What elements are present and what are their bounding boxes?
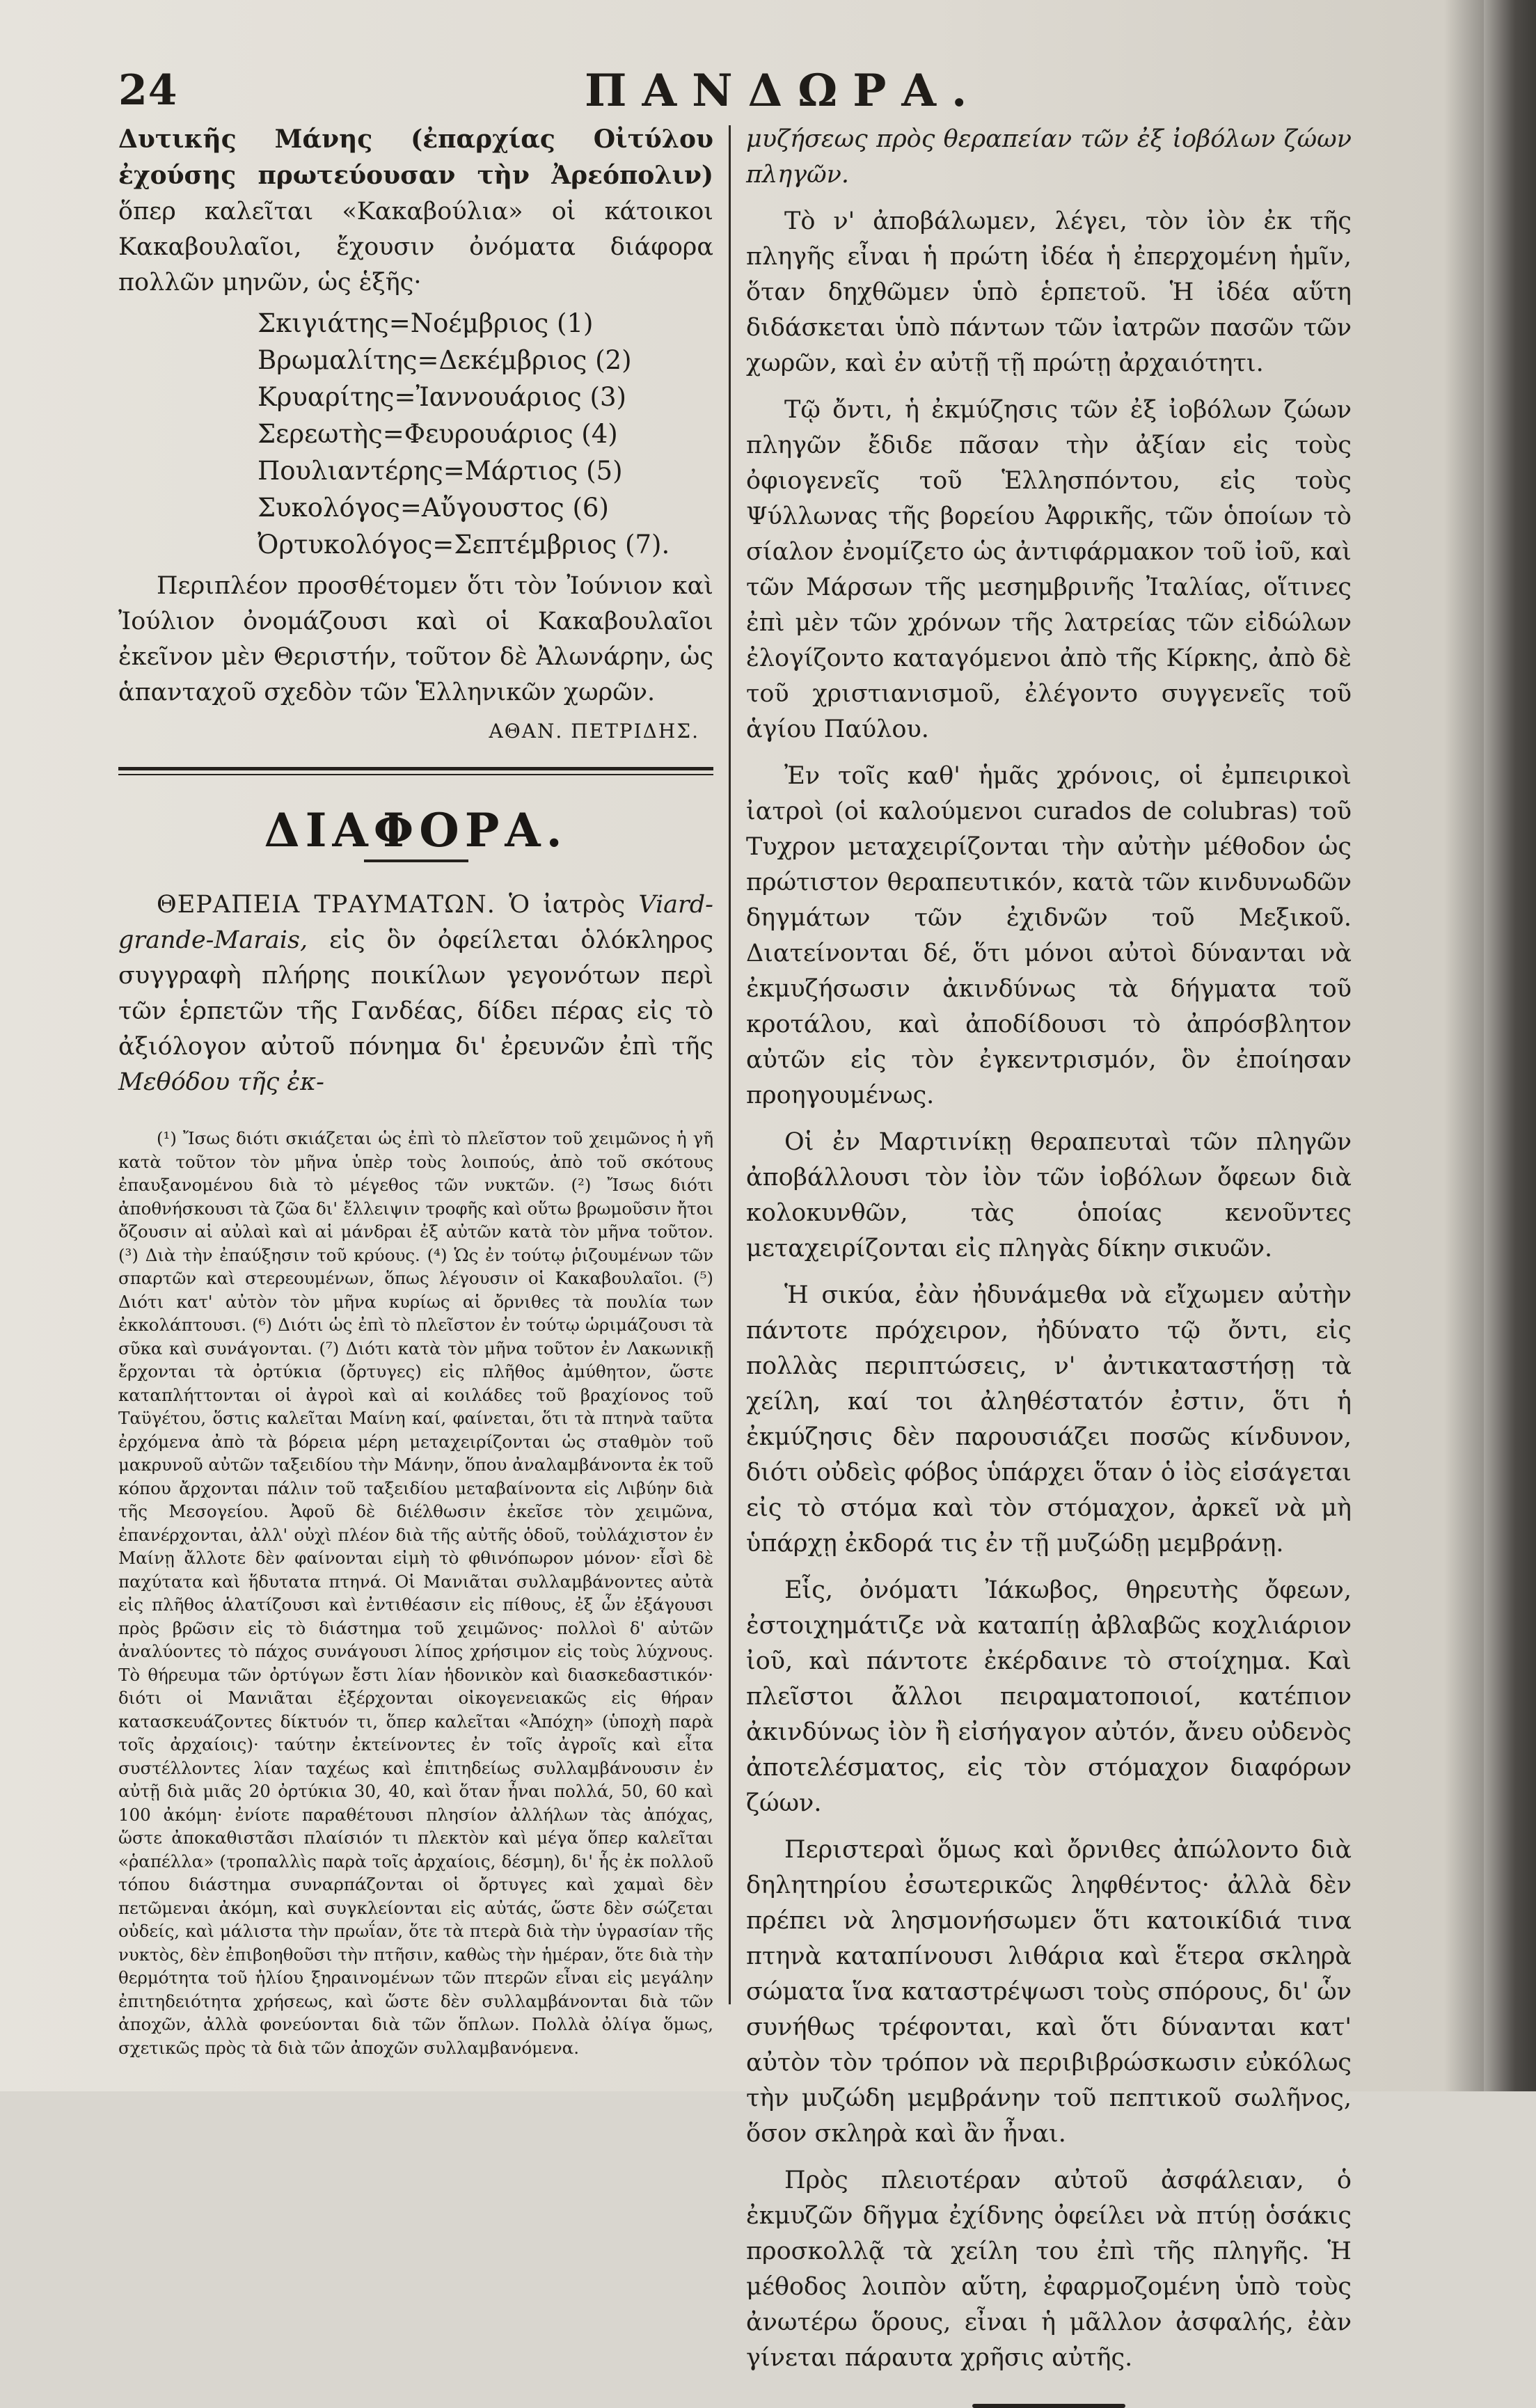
intro-rest-text: ὅπερ καλεῖται «Κακαβούλια» οἱ κάτοικοι Κακαβουλαῖοι, ἔχουσιν ὀνόματα διάφορα πολλῶν μηνῶν, ὡς ἑξῆς· — [118, 198, 713, 296]
article-paragraph: Τῷ ὄντι, ἡ ἐκμύζησις τῶν ἐξ ἰοβόλων ζώων πληγῶν ἔδιδε πᾶσαν τὴν ἀξίαν εἰς τοὺς ὀφιογενεῖς τοῦ Ἑλλησπόντου, εἰς τοὺς Ψύλλωνας τῆς βορείου Ἀφρικῆς, τῶν ὁποίων τὸ σίαλον ἐνομίζετο ὡς ἀντιφάρμακον τοῦ ἰοῦ, καὶ τῶν Μάρσων τῆς μεσημβρινῆς Ἰταλίας, οἵτινες ἐπὶ μὲν τῶν χρόνων τῆς λατρείας τῶν εἰδώλων ἐλογίζοντο καταγόμενοι ἀπὸ τῆς Κίρκης, ἀπὸ δὲ τοῦ χριστιανισμοῦ, ἐλέγοντο συγγενεῖς τοῦ ἁγίου Παύλου. — [746, 396, 1352, 743]
book-spine-shadow — [1484, 0, 1536, 2091]
month-item: Πουλιαντέρης=Μάρτιος (5) — [258, 456, 623, 486]
article-method-title: Μεθόδου τῆς ἐκ- — [118, 1068, 324, 1096]
article-first-paragraph — [118, 887, 713, 1100]
article-paragraph: Εἷς, ὀνόματι Ἰάκωβος, θηρευτὴς ὄφεων, ἐστοιχημάτιζε νὰ καταπίῃ ἀβλαβῶς κοχλιάριον ἰοῦ, καὶ πάντοτε ἐκέρδαινε τὸ στοίχημα. Καὶ πλεῖστοι ἄλλοι πειραματοποιοί, κατέπιον ἀκινδύνως ἰὸν ἢ εἰσήγαγον αὐτόν, ἄνευ οὐδενὸς ἀποτελέσματος, εἰς τὸν στόμαχον διαφόρων ζώων. — [746, 1576, 1352, 1817]
article-paragraph: Οἱ ἐν Μαρτινίκῃ θεραπευταὶ τῶν πληγῶν ἀποβάλλουσι τὸν ἰὸν τῶν ἰοβόλων ὄφεων διὰ κολοκυνθῶν, τὰς ὁποίας κενοῦντες μεταχειρίζονται εἰς πληγὰς δίκην σικυῶν. — [746, 1128, 1352, 1262]
article-paragraph: Πρὸς πλειοτέραν αὐτοῦ ἀσφάλειαν, ὁ ἐκμυζῶν δῆγμα ἐχίδνης ὀφείλει νὰ πτύῃ ὁσάκις προσκολλᾷ τὰ χείλη του ἐπὶ τῆς πληγῆς. Ἡ μέθοδος λοιπὸν αὕτη, ἐφαρμοζομένη ὑπὸ τοὺς ἀνωτέρω ὅρους, εἶναι ἡ μᾶλλον ἀσφαλής, ἐὰν γίνεται πάραυτα χρῆσις αὐτῆς. — [746, 2167, 1352, 2372]
right-column-opening: μυζήσεως πρὸς θεραπείαν τῶν ἐξ ἰοβόλων ζώων πληγῶν. — [746, 125, 1352, 189]
journal-title: ΠΑΝΔΩΡΑ. — [585, 65, 983, 117]
month-item: Ὀρτυκολόγος=Σεπτέμβριος (7). — [258, 530, 670, 560]
double-rule-divider — [118, 767, 713, 775]
article-heading: ΘΕΡΑΠΕΙΑ ΤΡΑΥΜΑΤΩΝ. — [157, 891, 496, 919]
section-ornament-rule — [364, 860, 468, 862]
intro-bold-text: Δυτικῆς Μάνης (ἐπαρχίας Οἰτύλου ἐχούσης πρωτεύουσαν τὴν Ἀρεόπολιν) — [118, 125, 713, 190]
page-number: 24 — [118, 66, 178, 115]
article-paragraph: Περιστεραὶ ὅμως καὶ ὄρνιθες ἀπώλοντο διὰ δηλητηρίου ἐσωτερικῶς ληφθέντος· ἀλλὰ δὲν πρέπει νὰ λησμονήσωμεν ὅτι κατοικίδιά τινα πτηνὰ καταπίνουσι λιθάρια καὶ ἕτερα σκληρὰ σώματα ἵνα καταστρέψωσι τοὺς σπόρους, δι' ὧν συνήθως τρέφονται, καὶ ὅτι δύνανται κατ' αὐτὸν τὸν τρόπον νὰ περιβιβρώσκωσιν εὐκόλως τὴν μυζώδη μεμβράνην τοῦ πεπτικοῦ σωλῆνος, ὅσον σκληρὰ καὶ ἂν ἦναι. — [746, 1836, 1352, 2148]
month-item: Βρωμαλίτης=Δεκέμβριος (2) — [258, 345, 632, 375]
footnotes-text: (¹) Ἴσως διότι σκιάζεται ὡς ἐπὶ τὸ πλεῖστον τοῦ χειμῶνος ἡ γῆ κατὰ τοῦτον τὸν μῆνα ὑπὲρ τοὺς λοιπούς, ἀπὸ τοῦ σκότους ἐπαυξανομένου διὰ τὸ μέγεθος τῶν νυκτῶν. (²) Ἴσως διότι ἀποθνήσκουσι τὰ ζῶα δι' ἔλλειψιν τροφῆς καὶ οὕτω βρωμοῦσιν ἤτοι ὄζουσιν αἱ αὐλαὶ καὶ αἱ μάνδραι ἐξ αὐτῶν κατὰ τὸν μῆνα τοῦτον. (³) Διὰ τὴν ἐπαύξησιν τοῦ κρύους. (⁴) Ὡς ἐν τούτῳ ῥιζουμένων τῶν σπαρτῶν καὶ στερεουμένων, ὅπως λέγουσιν οἱ Κακαβουλαῖοι. (⁵) Διότι κατ' αὐτὸν τὸν μῆνα κυρίως αἱ ὄρνιθες τὰ πουλία των ἐκκολάπτουσι. (⁶) Διότι ὡς ἐπὶ τὸ πλεῖστον ἐν τούτῳ ὡριμάζουσι τὰ σῦκα καὶ συνάγονται. (⁷) Διότι κατὰ τὸν μῆνα τοῦτον ἐν Λακωνικῇ ἔρχονται τὰ ὀρτύκια (ὄρτυγες) εἰς πλῆθος ἀμύθητον, ὥστε καταπλήττονται οἱ ἀγροὶ καὶ αἱ κοιλάδες τοῦ βραχίονος τοῦ Ταϋγέτου, ὅστις καλεῖται Μαίνη καί, φαίνεται, ὅτι τὰ πτηνὰ ταῦτα ἐρχόμενα ἀπὸ τὰ βόρεια μέρη μεταχειρίζονται ὡς σταθμὸν τοῦ μακρυνοῦ αὐτῶν ταξειδίου τὴν Μάνην, ὅπου ἀναλαμβάνοντα ἐκ τοῦ κόπου ἄρχονται πάλιν τοῦ ταξειδίου μεταβαίνοντα εἰς Λιβύην διὰ τῆς Μεσογείου. Ἀφοῦ δὲ διέλθωσιν ἐκεῖσε τὸν χειμῶνα, ἐπανέρχονται, ἀλλ' οὐχὶ πλέον διὰ τῆς αὐτῆς ὁδοῦ, τοὐλάχιστον ἐν Μαίνῃ ἄλλοτε δὲν φαίνονται εἰμὴ τὸ φθινόπωρον μόνον· εἶσὶ δὲ παχύτατα καὶ ἥδυτατα πτηνά. Οἱ Μανιᾶται συλλαμβάνοντες αὐτὰ εἰς πλῆθος ἁλατίζουσι καὶ ἐντιθέασιν εἰς πίθους, ἐξ ὧν ἐξάγουσι πρὸς βρῶσιν εἰς τὸ διάστημα τοῦ χειμῶνος· πολλοὶ δ' αὐτῶν ἀναλύοντες τὸ πάχος συνάγουσι λίπος χρήσιμον εἰς τοὺς λύχνους. Τὸ θήρευμα τῶν ὀρτύγων ἔστι λίαν ἡδονικὸν καὶ διασκεδαστικόν· διότι οἱ Μανιᾶται ἐξέρχονται οἰκογενειακῶς εἰς θήραν κατασκευάζοντες δίκτυόν τι, ὅπερ καλεῖται «Ἀπόχη» (ὑποχὴ παρὰ τοῖς ἀρχαίοις)· ταύτην ἐκτείνοντες ἐν τοῖς ἀγροῖς καὶ εἶτα συστέλλοντες λίαν ταχέως καὶ ἐπιτηδείως συλλαμβάνουσιν ἐν αὐτῇ διὰ μιᾶς 20 ὀρτύκια 30, 40, καὶ ὅταν ἦναι πολλά, 50, 60 καὶ 100 ἀκόμη· ἐνίοτε παραθέτουσι πλησίον ἀλλήλων τὰς ἀπόχας, ὥστε ἀποκαθιστᾶσι πλαίσιόν τι πλεκτὸν καὶ μέγα ὅπερ καλεῖται «ῥαπέλλα» (τροπαλλὶς παρὰ τοῖς ἀρχαίοις, δέσμη), δι' ἧς ἐκ πολλοῦ τόπου διάστημα συναρπάζονται οἱ ὄρτυγες καὶ χαμαὶ δὲν πετῶμεναι ἀκόμη, καὶ συγκλείονται εἰς αὐτάς, ὥστε δὲν σώζεται οὐδείς, καὶ μάλιστα τὴν πρωΐαν, ὅτε τὰ πτερὰ διὰ τὴν ὑγρασίαν τῆς νυκτὸς, δὲν ἐπιβοηθοῦσι τὴν πτῆσιν, καθὼς τὴν ἡμέραν, ὅτε διὰ τὴν θερμότητα τοῦ ἡλίου ξηραινομένων τῶν πτερῶν εἶναι εἰς μεγάλην ἐπιτηδειότητα χρήσεως, καὶ ὥστε δὲν συλλαμβάνονται διὰ τῶν ἀποχῶν, ἀλλὰ φονεύονται διὰ τῶν ὅπλων. Πολλὰ ὀλίγα ὅμως, σχετικῶς πρὸς τὰ διὰ τῶν ἀποχῶν συλλαμβανόμενα. — [118, 1128, 713, 2058]
article-paragraph: Ἡ σικύα, ἐὰν ἠδυνάμεθα νὰ εἴχωμεν αὐτὴν πάντοτε πρόχειρον, ἠδύνατο τῷ ὄντι, εἰς πολλὰς περιπτώσεις, ν' ἀντικαταστήσῃ τὰ χείλη, καί τοι ἀληθέστατόν ἐστιν, ὅτι ἡ ἐκμύζησις δὲν παρουσιάζει ποσῶς κίνδυνον, διότι οὐδεὶς φόβος ὑπάρχει ὅταν ὁ ἰὸς εἰσάγεται εἰς τὸ στόμα καὶ τὸν στόμαχον, ἀρκεῖ νὰ μὴ ὑπάρχῃ ἐκδορά τις ἐν τῇ μυζώδῃ μεμβράνῃ. — [746, 1281, 1352, 1558]
article-text-part-2: εἰς ὃν ὀφείλεται ὁλόκληρος συγγραφὴ πλήρης ποικίλων γεγονότων περὶ τῶν ἑρπετῶν τῆς Γανδέας, δίδει πέρας εἰς τὸ ἀξιόλογον αὐτοῦ πόνημα δι' ἐρευνῶν ἐπὶ τῆς — [118, 926, 713, 1061]
article-author-name: Viard-grande-Marais, — [118, 891, 713, 954]
article-paragraph: Τὸ ν' ἀποβάλωμεν, λέγει, τὸν ἰὸν ἐκ τῆς πληγῆς εἶναι ἡ πρώτη ἰδέα ἡ ἐπερχομένη ἡμῖν, ὅταν δηχθῶμεν ὑπὸ ἑρπετοῦ. Ἡ ἰδέα αὕτη διδάσκεται ὑπὸ πάντων τῶν ἰατρῶν πασῶν τῶν χωρῶν, καὶ ἐν αὐτῇ τῇ πρώτῃ ἀρχαιότητι. — [746, 207, 1352, 377]
right-column — [746, 122, 1352, 2408]
month-item: Σκιγιάτης=Νοέμβριος (1) — [258, 308, 594, 338]
month-list — [258, 305, 713, 563]
closing-paragraph: Περιπλέον προσθέτομεν ὅτι τὸν Ἰούνιον καὶ Ἰούλιον ὀνομάζουσι καὶ οἱ Κακαβουλαῖοι ἐκεῖνον μὲν Θεριστήν, τοῦτον δὲ Ἀλωνάρην, ὡς ἁπανταχοῦ σχεδὸν τῶν Ἑλληνικῶν χωρῶν. — [118, 572, 713, 706]
section-title: ΔΙΑΦΟΡΑ. — [264, 803, 568, 857]
footnotes-block — [118, 1127, 713, 2059]
end-ornament-rule — [972, 2404, 1125, 2408]
left-column — [118, 122, 713, 2059]
article-text-part-1: Ὁ ἰατρὸς — [495, 891, 639, 919]
article-paragraph: Ἐν τοῖς καθ' ἡμᾶς χρόνοις, οἱ ἐμπειρικοὶ ἰατροὶ (οἱ καλούμενοι curados de colubras) τοῦ Τυχρον μεταχειρίζονται τὴν αὐτὴν μέθοδον ὡς πρώτιστον θεραπευτικόν, κατὰ τῶν κινδυνωδῶν δηγμάτων τῶν ἐχιδνῶν τοῦ Μεξικοῦ. Διατείνονται δέ, ὅτι μόνοι αὐτοὶ δύνανται νὰ ἐκμυζήσωσιν ἀκινδύνως τὰ δήγματα τοῦ κροτάλου, καὶ ἀποδίδουσι τὸ ἀπρόσβλητον αὐτῶν εἰς τὸν ἐγκεντρισμόν, ὃν ἐποίησαν προηγουμένως. — [746, 762, 1352, 1109]
page-header — [118, 66, 1420, 122]
month-item: Σερεωτὴς=Φευρουάριος (4) — [258, 419, 618, 449]
intro-paragraph — [118, 122, 713, 301]
month-item: Κρυαρίτης=Ἰαννουάριος (3) — [258, 382, 626, 412]
column-divider — [729, 125, 731, 2004]
author-signature: ΑΘΑΝ. ΠΕΤΡΙΔΗΣ. — [489, 720, 699, 743]
month-item: Συκολόγος=Αὔγουστος (6) — [258, 493, 609, 523]
